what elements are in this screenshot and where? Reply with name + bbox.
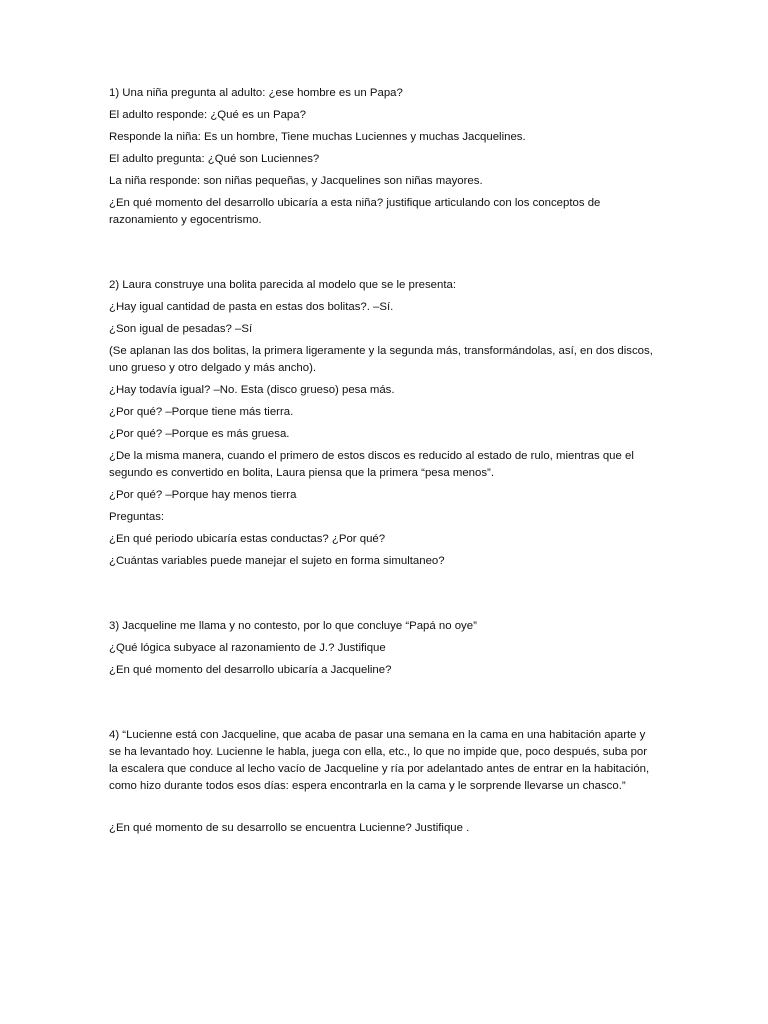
q3-question-1: ¿Qué lógica subyace al razonamiento de J.? Justifique (109, 642, 386, 654)
q2-line-4: (Se aplanan las dos bolitas, la primera ligeramente y la segunda más, transformándolas, así, en dos discos, uno grueso y otro delgado y más ancho). (109, 345, 653, 374)
q2-line-3: ¿Son igual de pesadas? –Sí (109, 323, 253, 335)
q1-line-5: La niña responde: son niñas pequeñas, y Jacquelines son niñas mayores. (109, 175, 483, 187)
q4-question: ¿En qué momento de su desarrollo se encuentra Lucienne? Justifique . (109, 822, 470, 834)
q2-line-6: ¿Por qué? –Porque tiene más tierra. (109, 406, 294, 418)
q3-line-1: 3) Jacqueline me llama y no contesto, por lo que concluye “Papá no oye” (109, 620, 477, 632)
q1-line-4: El adulto pregunta: ¿Qué son Luciennes? (109, 153, 320, 165)
q2-line-2: ¿Hay igual cantidad de pasta en estas dos bolitas?. –Sí. (109, 301, 394, 313)
q2-line-9: ¿Por qué? –Porque hay menos tierra (109, 489, 297, 501)
document-page (109, 0, 659, 1024)
q2-line-7: ¿Por qué? –Porque es más gruesa. (109, 428, 290, 440)
q4-quote: 4) “Lucienne está con Jacqueline, que acaba de pasar una semana en la cama en una habitación aparte y se ha levantado hoy. Lucienne le habla, juega con ella, etc., lo que no impide que, poco después, suba por la escalera que conduce al lecho vacío de Jacqueline y ría por adelantado antes de entrar en la habitación, como hizo durante todos esos días: espera encontrarla en la cama y le sorprende llevarse un chasco.” (109, 729, 650, 792)
q1-line-1: 1) Una niña pregunta al adulto: ¿ese hombre es un Papa? (109, 87, 403, 99)
q2-preguntas-heading: Preguntas: (109, 511, 165, 523)
q1-line-2: El adulto responde: ¿Qué es un Papa? (109, 109, 306, 121)
q2-question-2: ¿Cuántas variables puede manejar el sujeto en forma simultaneo? (109, 555, 445, 567)
q2-question-1: ¿En qué periodo ubicaría estas conductas? ¿Por qué? (109, 533, 386, 545)
q1-question: ¿En qué momento del desarrollo ubicaría a esta niña? justifique articulando con los conceptos de razonamiento y egocentrismo. (109, 197, 601, 226)
q2-line-8: ¿De la misma manera, cuando el primero de estos discos es reducido al estado de rulo, mientras que el segundo es convertido en bolita, Laura piensa que la primera “pesa menos”. (109, 450, 634, 479)
q2-line-1: 2) Laura construye una bolita parecida al modelo que se le presenta: (109, 279, 457, 291)
q3-question-2: ¿En qué momento del desarrollo ubicaría a Jacqueline? (109, 664, 392, 676)
q1-line-3: Responde la niña: Es un hombre, Tiene muchas Luciennes y muchas Jacquelines. (109, 131, 526, 143)
q2-line-5: ¿Hay todavía igual? –No. Esta (disco grueso) pesa más. (109, 384, 395, 396)
